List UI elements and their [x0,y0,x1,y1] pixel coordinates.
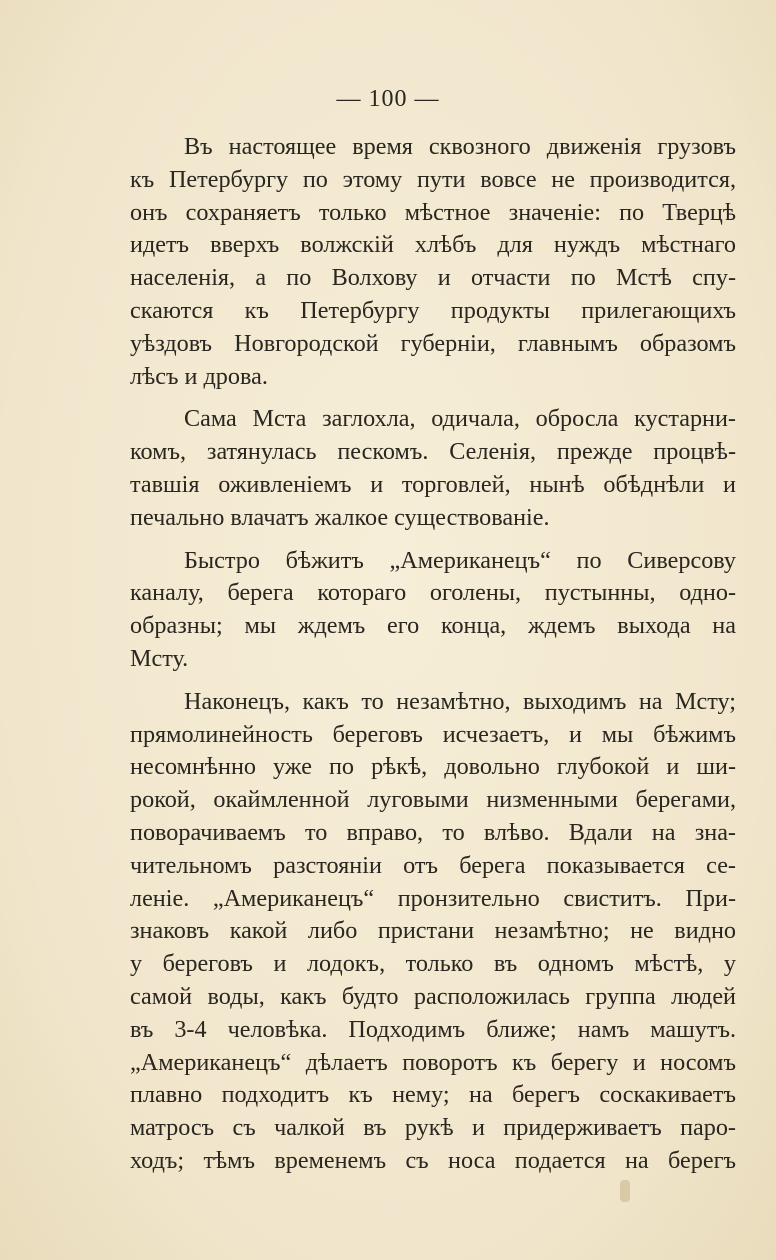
text-line: леніе. „Американецъ“ пронзительно свиститъ. При- [130,884,736,912]
text-line: Наконецъ, какъ то незамѣтно, выходимъ на Мсту; [184,687,736,715]
text-line: скаются къ Петербургу продукты прилегающихъ [130,296,736,324]
text-line: Быстро бѣжитъ „Американецъ“ по Сиверсову [184,546,736,574]
text-line: тавшія оживленіемъ и торговлей, нынѣ обѣднѣли и [130,470,736,498]
paragraph-3 [130,545,736,676]
text-line: чительномъ разстояніи отъ берега показывается се- [130,851,736,879]
text-line: самой воды, какъ будто расположилась группа людей [130,982,736,1010]
text-line: онъ сохраняетъ только мѣстное значеніе: по Тверцѣ [130,198,736,226]
paragraph-4 [130,686,736,1178]
text-line: лѣсъ и дрова. [130,362,268,390]
page-number: — 100 — [336,86,440,112]
paper-stain [620,1180,630,1202]
text-line: рокой, окаймленной луговыми низменными берегами, [130,786,736,814]
text-line: „Американецъ“ дѣлаетъ поворотъ къ берегу и носомъ [130,1048,736,1076]
text-line: у береговъ и лодокъ, только въ одномъ мѣстѣ, у [130,950,736,978]
paragraph-2 [130,403,736,534]
paragraph-1 [130,131,736,393]
text-line: населенія, а по Волхову и отчасти по Мстѣ спу- [130,264,736,292]
text-line: каналу, берега котораго оголены, пустынны, одно- [130,579,736,607]
text-line: Мсту. [130,644,189,672]
text-line: плавно подходитъ къ нему; на берегъ соскакиваетъ [130,1081,736,1109]
text-line: Въ настоящее время сквозного движенія грузовъ [184,133,736,160]
text-line: матросъ съ чалкой въ рукѣ и придерживаетъ паро- [130,1114,736,1142]
text-line: къ Петербургу по этому пути вовсе не производится, [130,165,736,193]
text-line: въ 3-4 человѣка. Подходимъ ближе; намъ машутъ. [130,1015,736,1043]
text-line: знаковъ какой либо пристани незамѣтно; не видно [130,917,736,945]
text-line: печально влачатъ жалкое существованіе. [130,503,550,531]
text-line: прямолинейность береговъ исчезаетъ, и мы бѣжимъ [130,720,736,748]
text-line: ходъ; тѣмъ временемъ съ носа подается на берегъ [130,1146,736,1174]
text-line: уѣздовъ Новгородской губерніи, главнымъ образомъ [130,329,736,357]
text-line: Сама Мста заглохла, одичала, обросла кустарни- [184,405,736,433]
text-line: комъ, затянулась пескомъ. Селенія, прежде процвѣ- [130,438,736,466]
text-line: образны; мы ждемъ его конца, ждемъ выхода на [130,612,736,640]
text-body [130,131,736,1178]
text-line: поворачиваемъ то вправо, то влѣво. Вдали на зна- [130,818,736,846]
text-line: несомнѣнно уже по рѣкѣ, довольно глубокой и ши- [130,753,736,781]
text-line: идетъ вверхъ волжскій хлѣбъ для нуждъ мѣстнаго [130,231,736,259]
